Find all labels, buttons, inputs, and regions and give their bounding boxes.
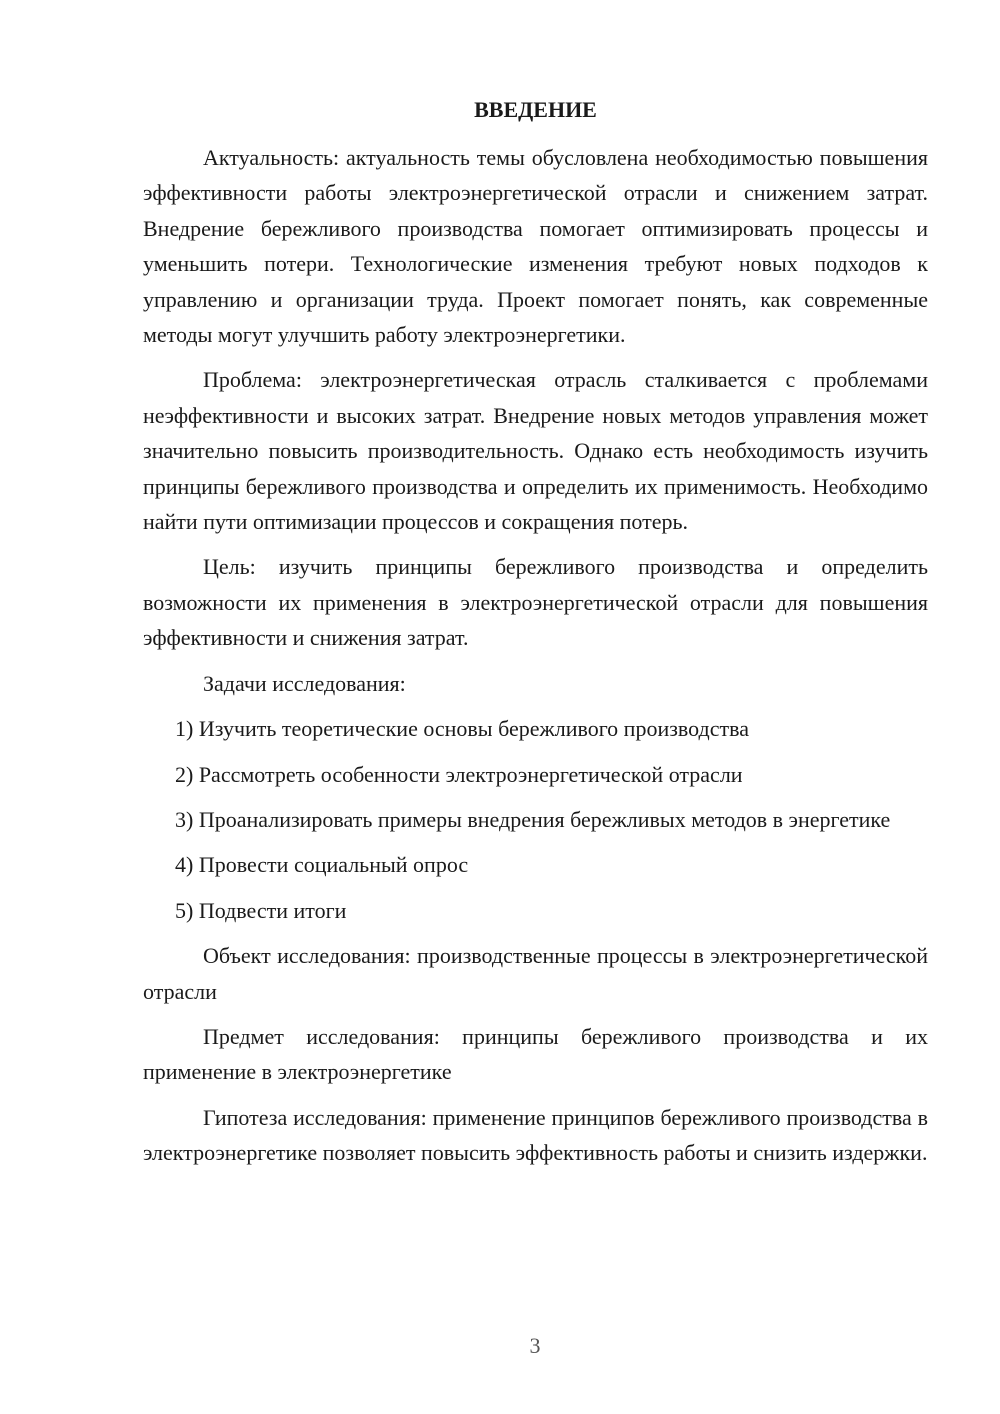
task-item-2: 2) Рассмотреть особенности электроэнергетической отрасли bbox=[175, 761, 743, 787]
document-page bbox=[143, 95, 928, 1181]
hypothesis-paragraph: Гипотеза исследования: применение принципов бережливого производства в электроэнергетике позволяет повысить эффективность работы и снизить издержки. bbox=[143, 1104, 928, 1166]
goal-paragraph: Цель: изучить принципы бережливого производства и определить возможности их применения в электроэнергетической отрасли для повышения эффективности и снижения затрат. bbox=[143, 554, 928, 651]
problem-paragraph: Проблема: электроэнергетическая отрасль сталкивается с проблемами неэффективности и высоких затрат. Внедрение новых методов управления может значительно повысить производительность. Однако есть необходимость изучить принципы бережливого производства и определить их применимость. Необходимо найти пути оптимизации процессов и сокращения потерь. bbox=[143, 367, 928, 535]
task-item-5: 5) Подвести итоги bbox=[175, 897, 347, 923]
task-item-3: 3) Проанализировать примеры внедрения бережливых методов в энергетике bbox=[175, 806, 891, 832]
task-item-4: 4) Провести социальный опрос bbox=[175, 852, 469, 878]
subject-paragraph: Предмет исследования: принципы бережливого производства и их применение в электроэнергетике bbox=[143, 1023, 928, 1085]
task-item-1: 1) Изучить теоретические основы бережливого производства bbox=[175, 716, 749, 742]
page-title: ВВЕДЕНИЕ bbox=[474, 97, 597, 122]
page-number: 3 bbox=[529, 1333, 541, 1358]
tasks-heading: Задачи исследования: bbox=[203, 670, 406, 696]
object-paragraph: Объект исследования: производственные процессы в электроэнергетической отрасли bbox=[143, 943, 928, 1004]
relevance-paragraph: Актуальность: актуальность темы обусловлена необходимостью повышения эффективности работы электроэнергетической отрасли и снижением затрат. Внедрение бережливого производства помогает оптимизировать процессы и уменьшить потери. Технологические изменения требуют новых подходов к управлению и организации труда. Проект помогает понять, как современные методы могут улучшить работу электроэнергетики. bbox=[143, 145, 928, 348]
